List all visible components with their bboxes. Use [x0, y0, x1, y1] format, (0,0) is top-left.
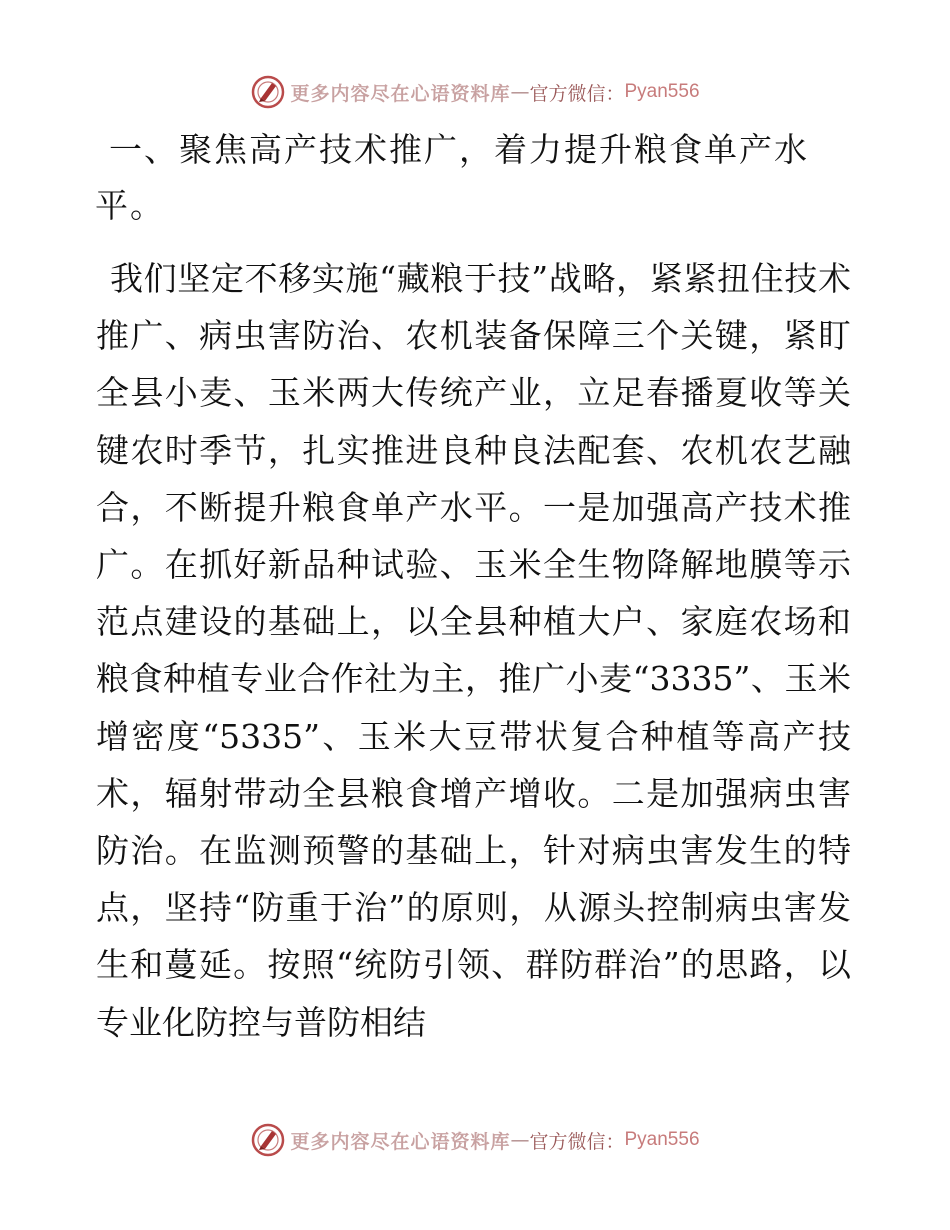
watermark-main-text: 更多内容尽在心语资料库 — [290, 82, 511, 105]
red-seal-logo-icon — [250, 74, 286, 110]
body-paragraph: 我们坚定不移实施“藏粮于技”战略，紧紧扭住技术推广、病虫害防治、农机装备保障三个关键，紧盯全县小麦、玉米两大传统产业，立足春播夏收等关键农时季节，扎实推进良种良法配套、农机农艺融合，不断提升粮食单产水平。一是加强高产技术推广。在抓好新品种试验、玉米全生物降解地膜等示范点建设的基础上，以全县种植大户、家庭农场和粮食种植专业合作社为主，推广小麦“3335”、玉米增密度“5335”、玉米大豆带状复合种植等高产技术，辐射带动全县粮食增产增收。二是加强病虫害防治。在监测预警的基础上，针对病虫害发生的特点，坚持“防重于治”的原则，从源头控制病虫害发生和蔓延。按照“统防引领、群防群治”的思路，以专业化防控与普防相结 — [96, 259, 851, 1042]
watermark-wechat-label: 官方微信： — [529, 82, 625, 105]
watermark-wechat-id: Pyan556 — [624, 1129, 700, 1150]
watermark-wechat-label: 官方微信： — [529, 1130, 625, 1153]
watermark-separator: — — [510, 81, 530, 103]
watermark-main-text: 更多内容尽在心语资料库 — [290, 1130, 511, 1153]
footer-watermark — [0, 1120, 950, 1160]
red-seal-logo-icon — [250, 1122, 286, 1158]
section-heading: 一、聚焦高产技术推广，着力提升粮食单产水平。 — [95, 130, 809, 225]
watermark-wechat-id: Pyan556 — [624, 81, 700, 102]
watermark-separator: — — [510, 1129, 530, 1151]
header-watermark — [0, 72, 950, 112]
